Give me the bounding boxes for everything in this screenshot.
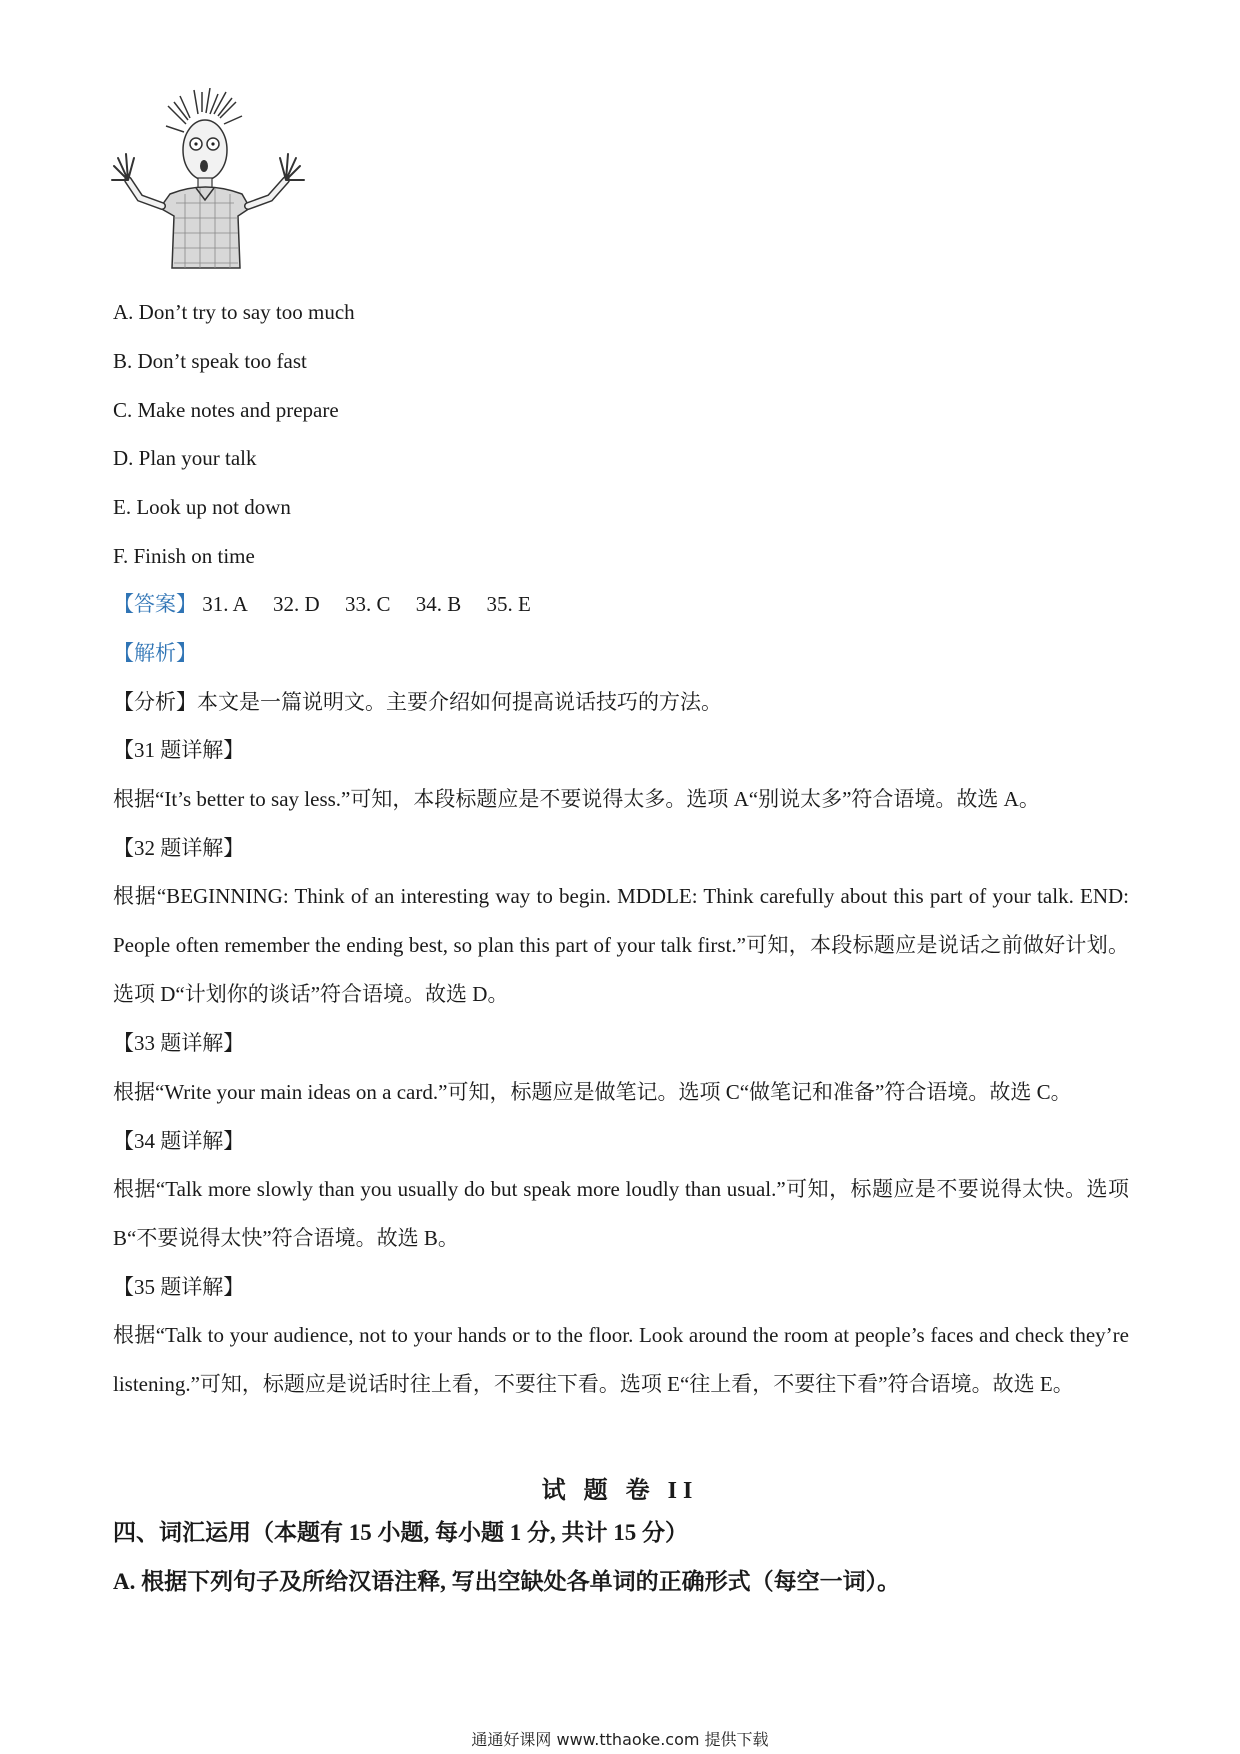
- answer-item: 35. E: [486, 592, 531, 616]
- detail-text-35: 根据“Talk to your audience, not to your hands or to the floor. Look around the room at people’s faces and check they’re listening.”可知，标题应是说话时往上看，不要往下看。选项 E“往上看，不要往下看”符合语境。故选 E。: [113, 1323, 1129, 1396]
- detail-text-34: 根据“Talk more slowly than you usually do but speak more loudly than usual.”可知，标题应是不要说得太快。选项 B“不要说得太快”符合语境。故选 B。: [113, 1177, 1129, 1250]
- answer-row: [113, 589, 551, 619]
- surprised-man-cartoon-icon: [110, 88, 325, 273]
- answer-label: 【答案】: [113, 592, 197, 616]
- detail-text-32: 根据“BEGINNING: Think of an interesting way to begin. MDDLE: Think carefully about this part of your talk. END: People often remember the ending best, so plan this part of your talk first.”可知，本段标题应是说话之前做好计划。选项 D“计划你的谈话”符合语境。故选 D。: [113, 884, 1129, 1006]
- option-d: D. Plan your talk: [113, 446, 257, 470]
- detail-heading-35: 【35 题详解】: [113, 1275, 245, 1299]
- answer-item: 31. A: [202, 592, 248, 616]
- page-footer: 通通好课网 www.tthaoke.com 提供下载: [471, 1730, 769, 1749]
- summary-text: 【分析】本文是一篇说明文。主要介绍如何提高说话技巧的方法。: [113, 690, 722, 714]
- section-four-heading: 四、词汇运用（本题有 15 小题, 每小题 1 分, 共计 15 分）: [113, 1520, 688, 1545]
- answer-item: 34. B: [415, 592, 462, 616]
- option-c: C. Make notes and prepare: [113, 398, 339, 422]
- detail-heading-32: 【32 题详解】: [113, 836, 245, 860]
- option-f: F. Finish on time: [113, 544, 255, 568]
- detail-heading-33: 【33 题详解】: [113, 1031, 245, 1055]
- detail-heading-34: 【34 题详解】: [113, 1129, 245, 1153]
- answer-item: 32. D: [273, 592, 320, 616]
- detail-text-33: 根据“Write your main ideas on a card.”可知，标题应是做笔记。选项 C“做笔记和准备”符合语境。故选 C。: [113, 1080, 1072, 1104]
- option-a: A. Don’t try to say too much: [113, 300, 355, 324]
- answer-item: 33. C: [344, 592, 391, 616]
- option-e: E. Look up not down: [113, 495, 291, 519]
- section-title: 试 题 卷 II: [541, 1478, 699, 1504]
- section-a-instruction: A. 根据下列句子及所给汉语注释, 写出空缺处各单词的正确形式（每空一词）。: [113, 1569, 901, 1594]
- option-b: B. Don’t speak too fast: [113, 349, 307, 373]
- analysis-label: 【解析】: [113, 641, 197, 665]
- detail-heading-31: 【31 题详解】: [113, 738, 245, 762]
- detail-text-31: 根据“It’s better to say less.”可知，本段标题应是不要说得太多。选项 A“别说太多”符合语境。故选 A。: [113, 787, 1040, 811]
